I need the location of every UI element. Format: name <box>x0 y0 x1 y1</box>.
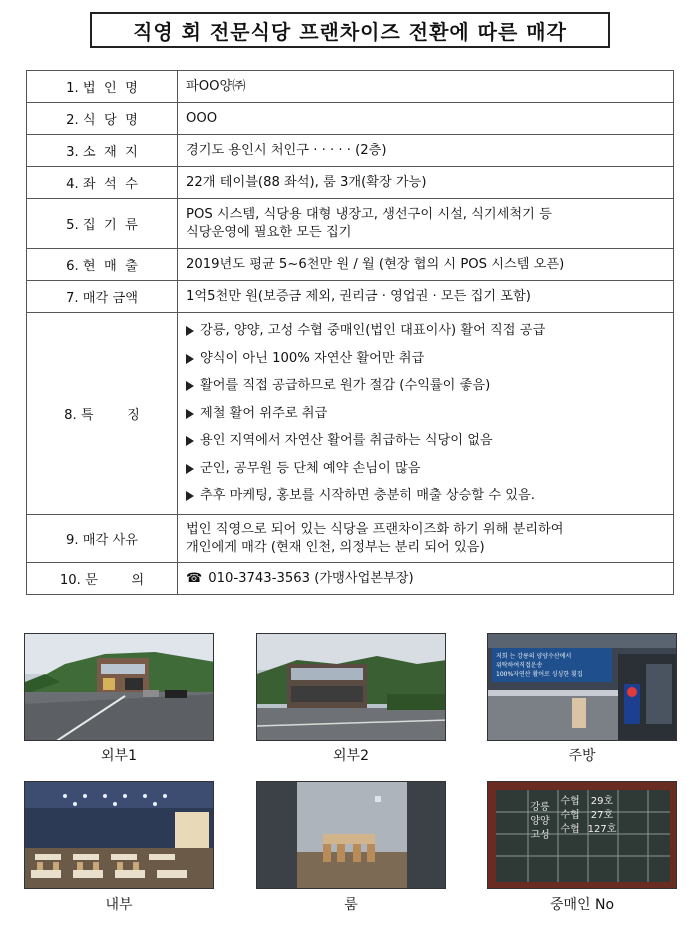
row-label: 10. 문 의 <box>27 563 178 595</box>
tag-cell: 수협 <box>560 824 580 835</box>
kitchen-banner-line-3: 100%자연산 활어로 싱싱한 횟집 <box>496 671 583 678</box>
feature-text: 용인 지역에서 자연산 활어를 취급하는 식당이 없음 <box>200 433 493 448</box>
list-item <box>186 455 665 483</box>
tag-cell: 127호 <box>587 824 617 835</box>
row-label: 6. 현 매 출 <box>27 249 178 281</box>
photo-broker-number <box>487 781 677 889</box>
page-title: 직영 회 전문식당 프랜차이즈 전환에 따른 매각 <box>90 12 610 48</box>
photo-exterior-2 <box>256 633 446 741</box>
contact-cell <box>178 563 674 595</box>
row-value: 경기도 용인시 처인구 · · · · · (2층) <box>178 135 674 167</box>
list-item <box>186 345 665 373</box>
row-value: 파OO양㈜ <box>178 71 674 103</box>
arrow-bullet-icon <box>186 491 194 501</box>
row-value: 법인 직영으로 되어 있는 식당을 프랜차이즈화 하기 위해 분리하여 개인에게 매각 (현재 인천, 의정부는 분리 되어 있음) <box>178 515 674 563</box>
feature-text: 양식이 아닌 100% 자연산 활어만 취급 <box>200 350 425 366</box>
photo-exterior-1 <box>24 633 214 741</box>
photo-caption: 외부2 <box>333 748 369 764</box>
table-row <box>27 281 674 313</box>
broker-tag-image <box>488 782 677 889</box>
list-item <box>186 482 665 510</box>
row-label: 2. 식 당 명 <box>27 103 178 135</box>
table-row <box>27 515 674 563</box>
list-item <box>186 317 665 345</box>
photo-caption: 룸 <box>344 897 358 913</box>
table-row <box>27 71 674 103</box>
photo-caption: 외부1 <box>101 748 137 764</box>
row-label: 7. 매각 금액 <box>27 281 178 313</box>
arrow-bullet-icon <box>186 464 194 474</box>
row-value: 22개 테이블(88 좌석), 룸 3개(확장 가능) <box>178 167 674 199</box>
tag-cell: 29호 <box>590 796 614 807</box>
kitchen-banner-line-1: 저희 는 강릉의 양양수산에서 <box>496 653 572 660</box>
row-label: 3. 소 재 지 <box>27 135 178 167</box>
info-table <box>26 70 674 595</box>
tag-cell: 양양 <box>530 816 550 827</box>
photo-interior <box>24 781 214 889</box>
arrow-bullet-icon <box>186 381 194 391</box>
arrow-bullet-icon <box>186 354 194 364</box>
dining-hall-image <box>25 782 214 889</box>
feature-text: 제철 활어 위주로 취급 <box>200 405 328 421</box>
tag-cell: 고성 <box>530 830 550 841</box>
arrow-bullet-icon <box>186 409 194 419</box>
private-room-image <box>257 782 446 889</box>
tag-cell: 수협 <box>560 810 580 821</box>
arrow-bullet-icon <box>186 326 194 336</box>
feature-text: 강릉, 양양, 고성 수협 중매인(법인 대표이사) 활어 직접 공급 <box>200 323 546 338</box>
building-exterior-image <box>25 634 214 741</box>
row-value: 2019년도 평균 5~6천만 원 / 월 (현장 협의 시 POS 시스템 오픈) <box>178 249 674 281</box>
row-value: OOO <box>178 103 674 135</box>
table-row <box>27 313 674 515</box>
row-value: 1억5천만 원(보증금 제외, 권리금 · 영업권 · 모든 집기 포함) <box>178 281 674 313</box>
kitchen-banner-line-2: 위탁하여직접운송 <box>496 662 543 669</box>
table-row <box>27 167 674 199</box>
photo-caption: 주방 <box>568 748 596 764</box>
table-row <box>27 135 674 167</box>
kitchen-image <box>488 634 677 741</box>
list-item <box>186 427 665 455</box>
photo-caption: 중매인 No <box>549 897 615 913</box>
row-label: 4. 좌 석 수 <box>27 167 178 199</box>
features-cell <box>178 313 674 515</box>
table-row <box>27 103 674 135</box>
feature-text: 추후 마케팅, 홍보를 시작하면 충분히 매출 상승할 수 있음. <box>200 488 535 503</box>
arrow-bullet-icon <box>186 436 194 446</box>
table-row <box>27 199 674 249</box>
phone-icon: ☎ <box>186 570 203 586</box>
feature-list <box>186 317 665 510</box>
contact-phone: 010-3743-3563 (가맹사업본부장) <box>208 570 414 586</box>
row-value: POS 시스템, 식당용 대형 냉장고, 생선구이 시설, 식기세척기 등 식당운영에 필요한 모든 집기 <box>178 199 674 249</box>
row-label: 9. 매각 사유 <box>27 515 178 563</box>
tag-cell: 27호 <box>590 810 614 821</box>
row-label: 5. 집 기 류 <box>27 199 178 249</box>
building-exterior-image <box>257 634 446 741</box>
list-item <box>186 400 665 428</box>
photo-room <box>256 781 446 889</box>
list-item <box>186 372 665 400</box>
row-label: 8. 특 징 <box>27 313 178 515</box>
table-row <box>27 249 674 281</box>
feature-text: 활어를 직접 공급하므로 원가 절감 (수익률이 좋음) <box>200 378 491 393</box>
feature-text: 군인, 공무원 등 단체 예약 손님이 많음 <box>200 460 421 476</box>
row-label: 1. 법 인 명 <box>27 71 178 103</box>
tag-cell: 강릉 <box>530 802 550 813</box>
table-row <box>27 563 674 595</box>
photo-caption: 내부 <box>105 897 133 913</box>
tag-cell: 수협 <box>560 796 580 807</box>
photo-kitchen <box>487 633 677 741</box>
